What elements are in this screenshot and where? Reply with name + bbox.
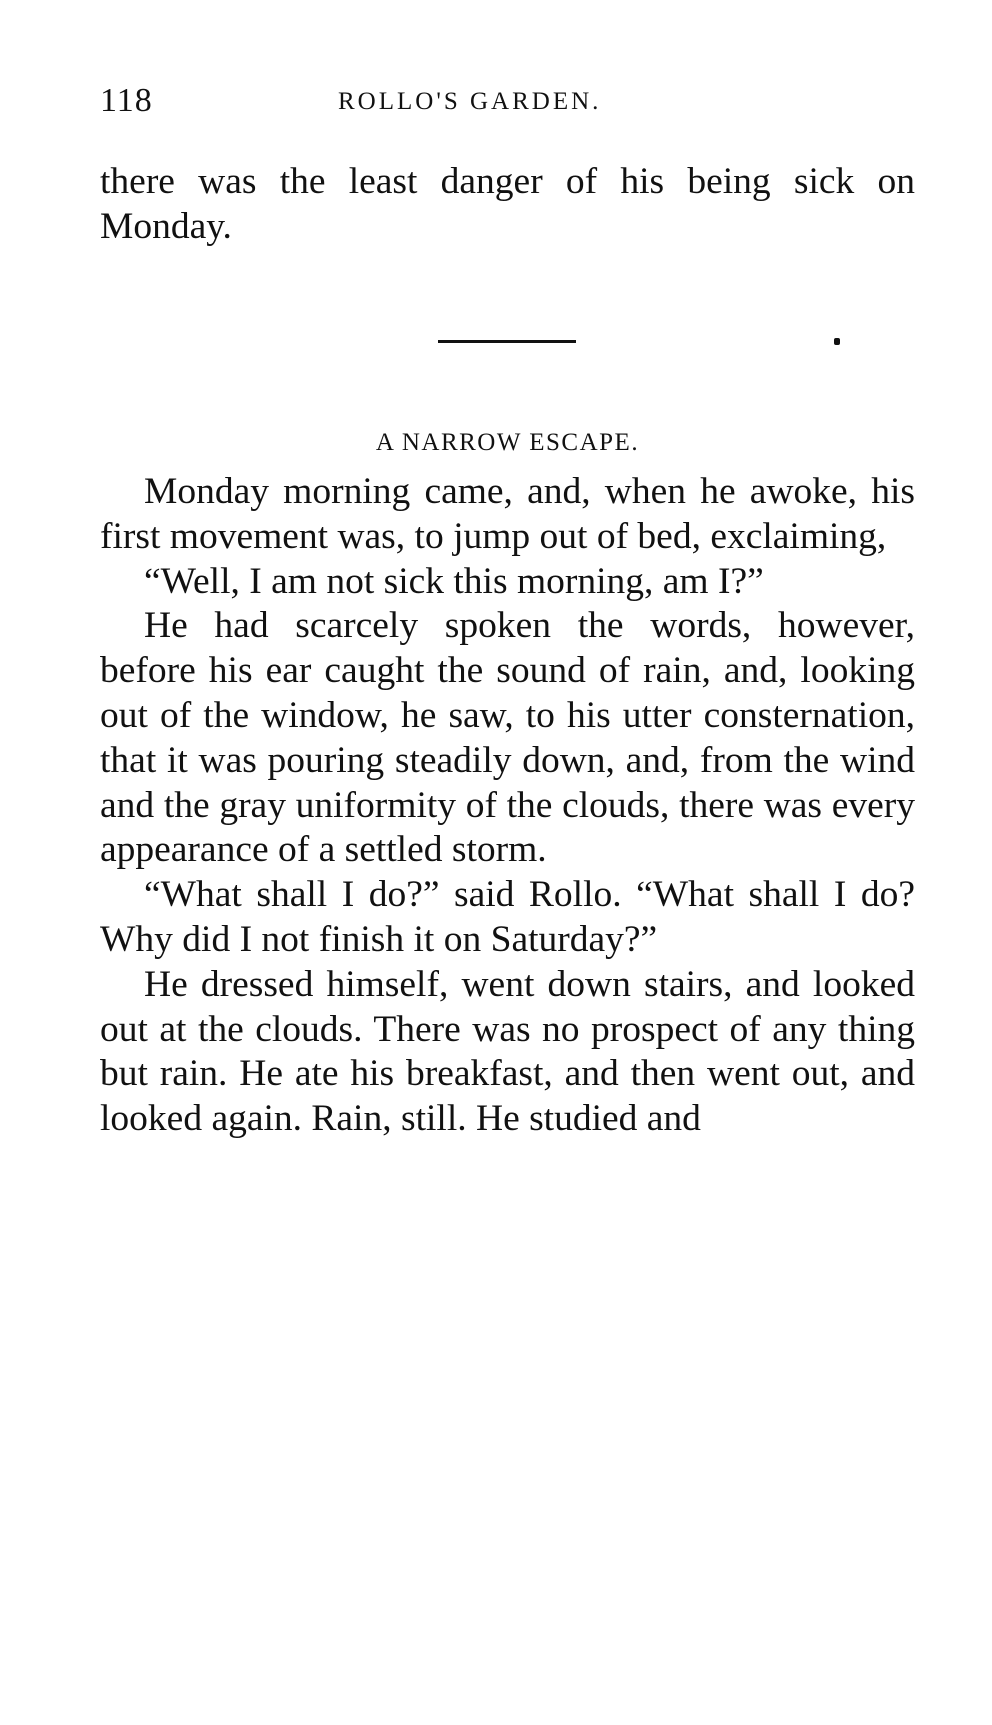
section-body <box>100 470 915 1142</box>
paragraph: He had scarcely spoken the words, however, before his ear caught the sound of rain, and, looking out of the window, he saw, to his utter consternation, that it was pouring steadily down, and, from the wind and the gray uniformity of the clouds, there was every appearance of a settled storm. <box>100 605 915 871</box>
running-title: ROLLO'S GARDEN. <box>338 88 602 115</box>
page-number: 118 <box>100 82 153 119</box>
continued-paragraph <box>100 160 915 250</box>
paragraph: there was the least danger of his being sick on Monday. <box>100 161 915 247</box>
print-speck <box>834 338 840 345</box>
paragraph: He dressed himself, went down stairs, and looked out at the clouds. There was no prospect of any thing but rain. He ate his breakfast, and then went out, and looked again. Rain, still. He studied and <box>100 963 915 1140</box>
paragraph: Monday morning came, and, when he awoke, his first movement was, to jump out of bed, exclaiming, <box>100 471 915 557</box>
section-title: A NARROW ESCAPE. <box>375 429 640 456</box>
paragraph: “Well, I am not sick this morning, am I?” <box>144 560 764 602</box>
paragraph: “What shall I do?” said Rollo. “What shall I do? Why did I not finish it on Saturday?” <box>100 874 915 960</box>
running-head <box>100 82 920 122</box>
section-divider <box>438 340 576 343</box>
